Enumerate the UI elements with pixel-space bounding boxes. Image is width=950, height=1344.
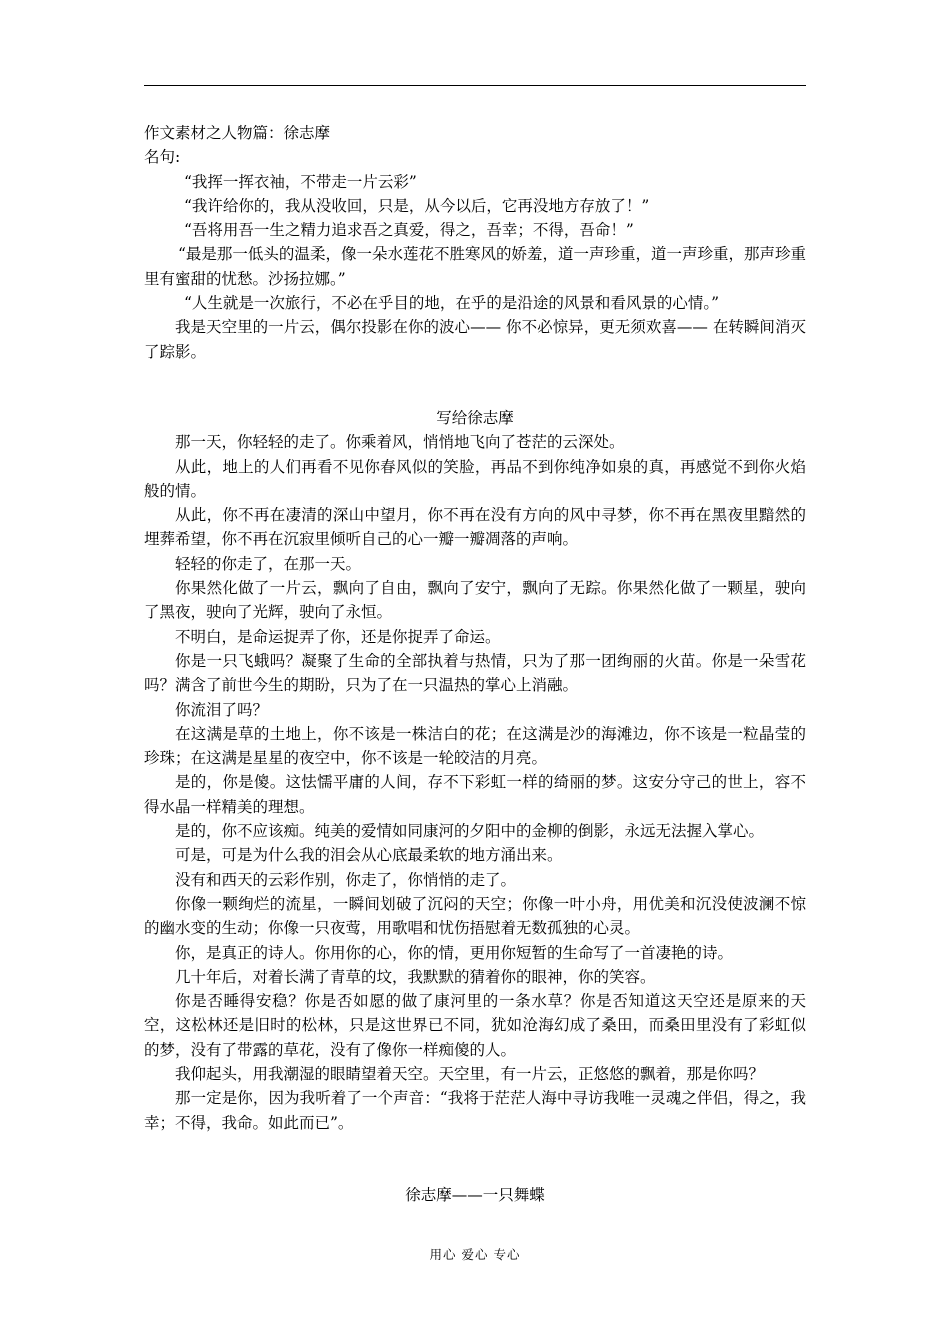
paragraph: 是的，你不应该痴。纯美的爱情如同康河的夕阳中的金柳的倒影，永远无法握入掌心。 [175, 822, 765, 841]
section-title: 写给徐志摩 [436, 408, 514, 427]
paragraph: 你是否睡得安稳？你是否如愿的做了康河里的一条水草？你是否知道这天空还是原来的天空，这松林还是旧时的松林，只是这世界已不同，犹如沧海幻成了桑田，而桑田里没有了彩虹似的梦，没有了带露的草花，没有了像你一样痴傻的人。 [144, 992, 806, 1059]
quote-6: 我是天空里的一片云，偶尔投影在你的波心—— 你不必惊异，更无须欢喜—— 在转瞬间消灭了踪影。 [144, 318, 806, 361]
paragraph: 你是一只飞蛾吗？凝聚了生命的全部执着与热情，只为了那一团绚丽的火苗。你是一朵雪花吗？满含了前世今生的期盼，只为了在一只温热的掌心上消融。 [144, 651, 806, 695]
document-body [144, 121, 806, 1207]
paragraph: 可是，可是为什么我的泪会从心底最柔软的地方涌出来。 [175, 846, 563, 865]
page-footer: 用心 爱心 专心 [429, 1247, 521, 1262]
quote-4: “最是那一低头的温柔，像一朵水莲花不胜寒风的娇羞，道一声珍重，道一声珍重，那声珍重里有蜜甜的忧愁。沙扬拉娜。” [144, 245, 806, 288]
paragraph: 那一定是你，因为我听着了一个声音：“我将于茫茫人海中寻访我唯一灵魂之伴侣，得之，我幸；不得，我命。如此而已”。 [144, 1089, 806, 1132]
paragraph: 那一天，你轻轻的走了。你乘着风，悄悄地飞向了苍茫的云深处。 [175, 433, 625, 452]
paragraph: 是的，你是傻。这怯懦平庸的人间，存不下彩虹一样的绮丽的梦。这安分守己的世上，容不得水晶一样精美的理想。 [144, 773, 806, 816]
section-spacer [144, 364, 806, 406]
paragraph: 几十年后，对着长满了青草的坟，我默默的猜着你的眼神，你的笑容。 [175, 967, 656, 986]
paragraph: 轻轻的你走了，在那一天。 [175, 554, 362, 573]
quote-1: “我挥一挥衣袖，不带走一片云彩” [184, 172, 417, 191]
paragraph: 不明白，是命运捉弄了你，还是你捉弄了命运。 [175, 627, 501, 646]
next-section-title: 徐志摩——一只舞蝶 [405, 1185, 545, 1204]
paragraph: 你像一颗绚烂的流星，一瞬间划破了沉闷的天空；你像一叶小舟，用优美和沉没使波澜不惊的幽水变的生动；你像一只夜莺，用歌唱和忧伤捂慰着无数孤独的心灵。 [144, 894, 806, 938]
paragraph: 在这满是草的土地上，你不该是一株洁白的花；在这满是沙的海滩边，你不该是一粒晶莹的珍珠；在这满是星星的夜空中，你不该是一轮皎洁的月亮。 [144, 724, 806, 768]
paragraph: 没有和西天的云彩作别，你走了，你悄悄的走了。 [175, 870, 517, 889]
paragraph: 你流泪了吗？ [175, 700, 269, 719]
quotes-label: 名句: [144, 148, 181, 167]
quote-2: “我许给你的，我从没收回，只是，从今以后，它再没地方存放了！” [184, 196, 650, 215]
paragraph: 从此，地上的人们再看不见你春风似的笑脸，再品不到你纯净如泉的真，再感觉不到你火焰般的情。 [144, 457, 806, 500]
document-heading: 作文素材之人物篇：徐志摩 [144, 124, 331, 142]
header-rule [144, 85, 806, 86]
paragraph: 你，是真正的诗人。你用你的心，你的情，更用你短暂的生命写了一首凄艳的诗。 [175, 943, 734, 962]
quote-3: “吾将用吾一生之精力追求吾之真爱，得之，吾幸；不得，吾命！” [184, 221, 634, 240]
section-spacer [144, 1135, 806, 1183]
paragraph: 我仰起头，用我潮湿的眼睛望着天空。天空里，有一片云，正悠悠的飘着，那是你吗？ [175, 1064, 765, 1083]
paragraph: 你果然化做了一片云，飘向了自由，飘向了安宁，飘向了无踪。你果然化做了一颗星，驶向了黑夜，驶向了光辉，驶向了永恒。 [144, 579, 806, 622]
paragraph: 从此，你不再在凄清的深山中望月，你不再在没有方向的风中寻梦，你不再在黑夜里黯然的埋葬希望，你不再在沉寂里倾听自己的心一瓣一瓣凋落的声响。 [144, 506, 806, 549]
quote-5: “人生就是一次旅行，不必在乎目的地，在乎的是沿途的风景和看风景的心情。” [184, 294, 720, 313]
